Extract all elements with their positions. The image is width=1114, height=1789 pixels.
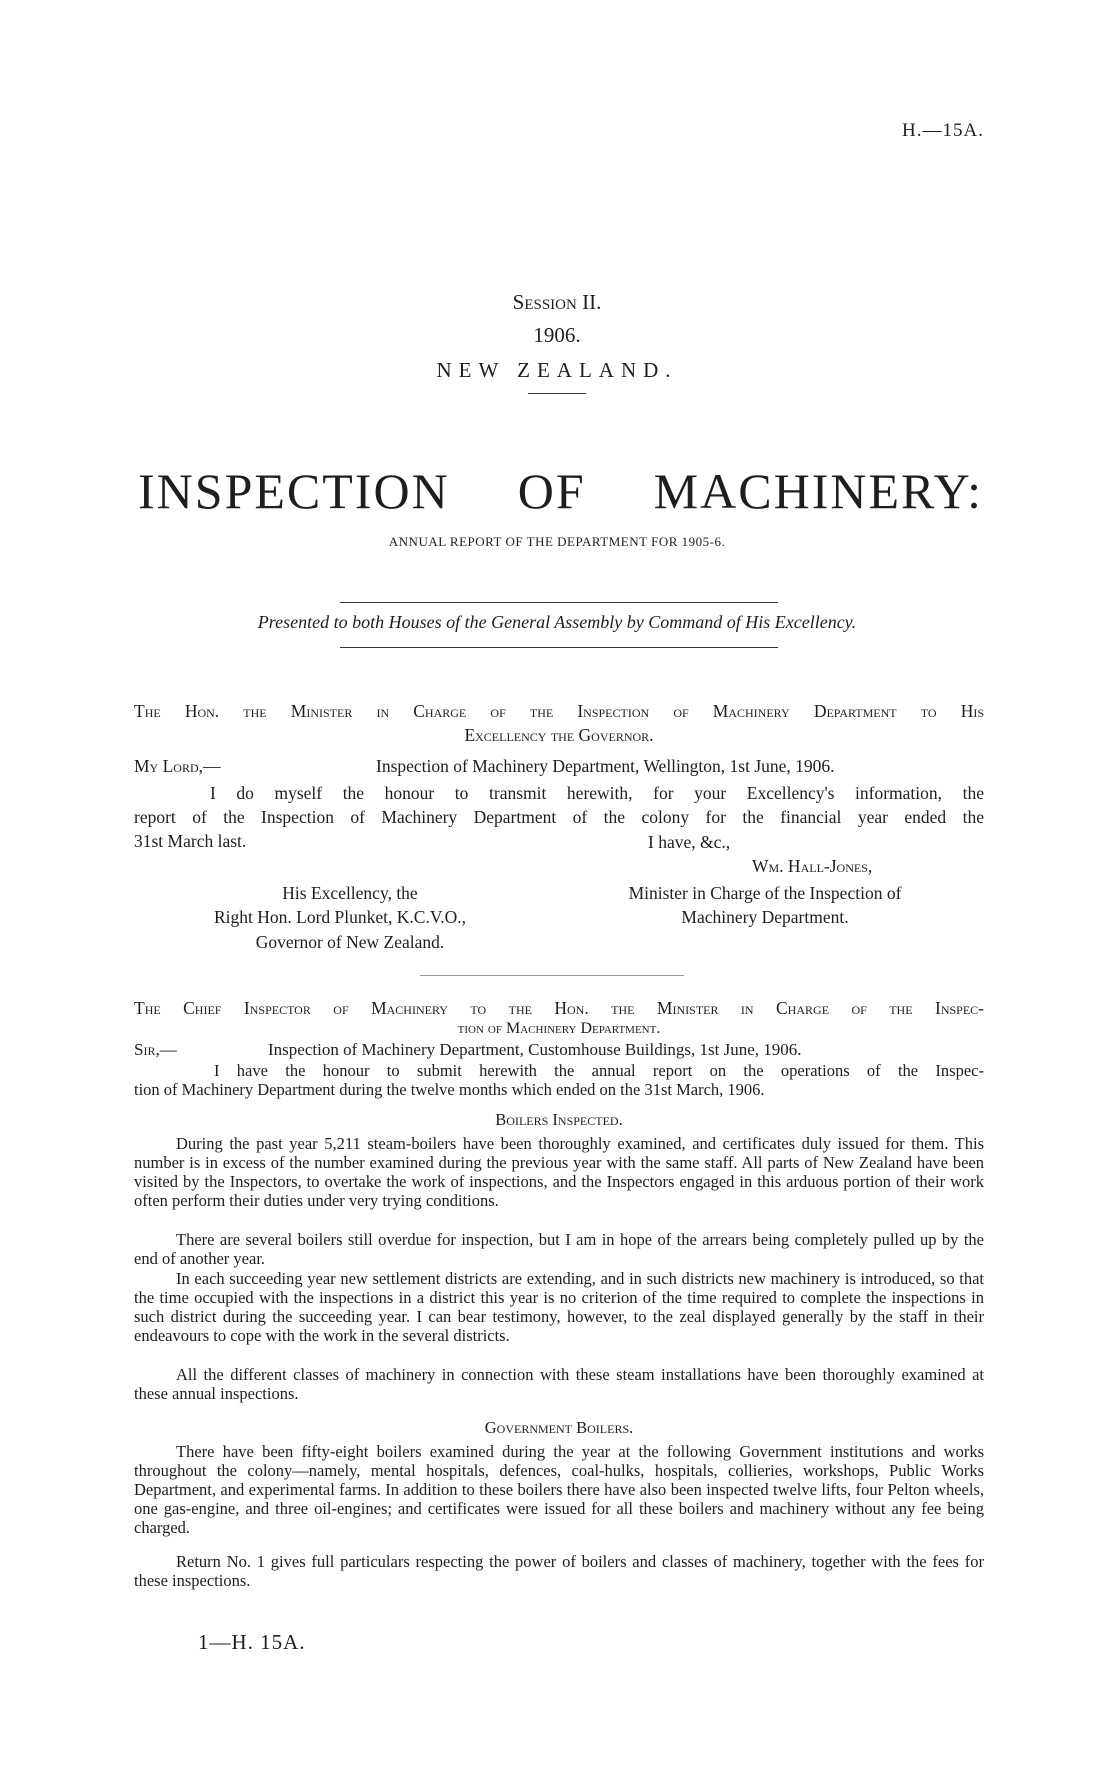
report-paragraph: All the different classes of machinery in connection with these steam installations have been thoroughly examined at these annual inspections. — [134, 1365, 984, 1403]
year-label: 1906. — [533, 323, 581, 347]
letter-heading: The Hon. the Minister in Charge of the Inspection of Machinery Department to His — [134, 701, 984, 721]
session-label: Session II. — [512, 290, 602, 314]
report-heading: tion of Machinery Department. — [457, 1020, 661, 1037]
salutation: My Lord,— — [134, 756, 221, 776]
salutation: Sir,— — [134, 1040, 177, 1059]
addressee-line: Governor of New Zealand. — [255, 932, 445, 952]
page-reference: 1—H. 15A. — [198, 1630, 306, 1654]
divider-rule — [340, 647, 778, 648]
signatory-title: Machinery Department. — [681, 907, 849, 927]
addressee-line: Right Hon. Lord Plunket, K.C.V.O., — [214, 907, 466, 927]
addressee-line: His Excellency, the — [282, 883, 418, 903]
report-paragraph: During the past year 5,211 steam-boilers have been thoroughly examined, and certificates duly issued for them. This number is in excess of the number examined during the previous year with the same staff. All parts of New Zealand have been visited by the Inspectors, to overtake the work of inspections, and the Inspectors engaged in this arduous portion of their work often perform their duties under very trying conditions. — [134, 1134, 984, 1210]
closing-phrase: I have, &c., — [648, 832, 731, 852]
place-date: Inspection of Machinery Department, Customhouse Buildings, 1st June, 1906. — [268, 1040, 802, 1059]
letter-body-line: 31st March last. — [134, 831, 247, 851]
letter-body-line: report of the Inspection of Machinery Department of the colony for the financial year ended the — [134, 807, 984, 827]
section-heading: Government Boilers. — [484, 1418, 634, 1437]
signatory-title: Minister in Charge of the Inspection of — [628, 883, 902, 903]
document-reference: H.—15A. — [902, 120, 984, 141]
section-heading: Boilers Inspected. — [495, 1110, 623, 1129]
report-paragraph: In each succeeding year new settlement districts are extending, and in such districts new machinery is introduced, so that the time occupied with the inspections in a district this year is no criterion of the time required to complete the inspections in such district during the succeeding year. I can bear testimony, however, to the zeal displayed generally by the staff in their endeavours to cope with the work in the several districts. — [134, 1269, 984, 1345]
report-paragraph: Return No. 1 gives full particulars respecting the power of boilers and classes of machinery, together with the fees for these inspections. — [134, 1552, 984, 1590]
letter-heading: Excellency the Governor. — [464, 725, 654, 745]
report-intro-line: tion of Machinery Department during the twelve months which ended on the 31st March, 1906. — [134, 1080, 765, 1099]
report-intro-line: I have the honour to submit herewith the annual report on the operations of the Inspec- — [214, 1061, 984, 1080]
divider-rule — [420, 975, 684, 976]
report-heading: The Chief Inspector of Machinery to the Hon. the Minister in Charge of the Inspec- — [134, 998, 984, 1018]
signatory-name: Wm. Hall-Jones, — [752, 856, 873, 876]
report-paragraph: There are several boilers still overdue for inspection, but I am in hope of the arrears being completely pulled up by the end of another year. — [134, 1230, 984, 1268]
report-paragraph: There have been fifty-eight boilers examined during the year at the following Government institutions and works throughout the colony—namely, mental hospitals, defences, coal-hulks, hospitals, collieries, workshops, Public Works Department, and experimental farms. In addition to these boilers there have also been inspected twelve lifts, four Pelton wheels, one gas-engine, and three oil-engines; and certificates were issued for all these boilers and machinery without any fee being charged. — [134, 1442, 984, 1537]
country-label: NEW ZEALAND. — [436, 358, 678, 382]
divider-rule — [528, 393, 586, 394]
place-date: Inspection of Machinery Department, Wellington, 1st June, 1906. — [376, 756, 835, 776]
divider-rule — [340, 602, 778, 603]
page-subtitle: ANNUAL REPORT OF THE DEPARTMENT FOR 1905-6. — [388, 534, 726, 549]
presentation-note: Presented to both Houses of the General Assembly by Command of His Excellency. — [257, 612, 857, 632]
letter-body-line: I do myself the honour to transmit herewith, for your Excellency's information, the — [210, 783, 984, 803]
page-title: INSPECTION OF MACHINERY: — [138, 463, 983, 519]
